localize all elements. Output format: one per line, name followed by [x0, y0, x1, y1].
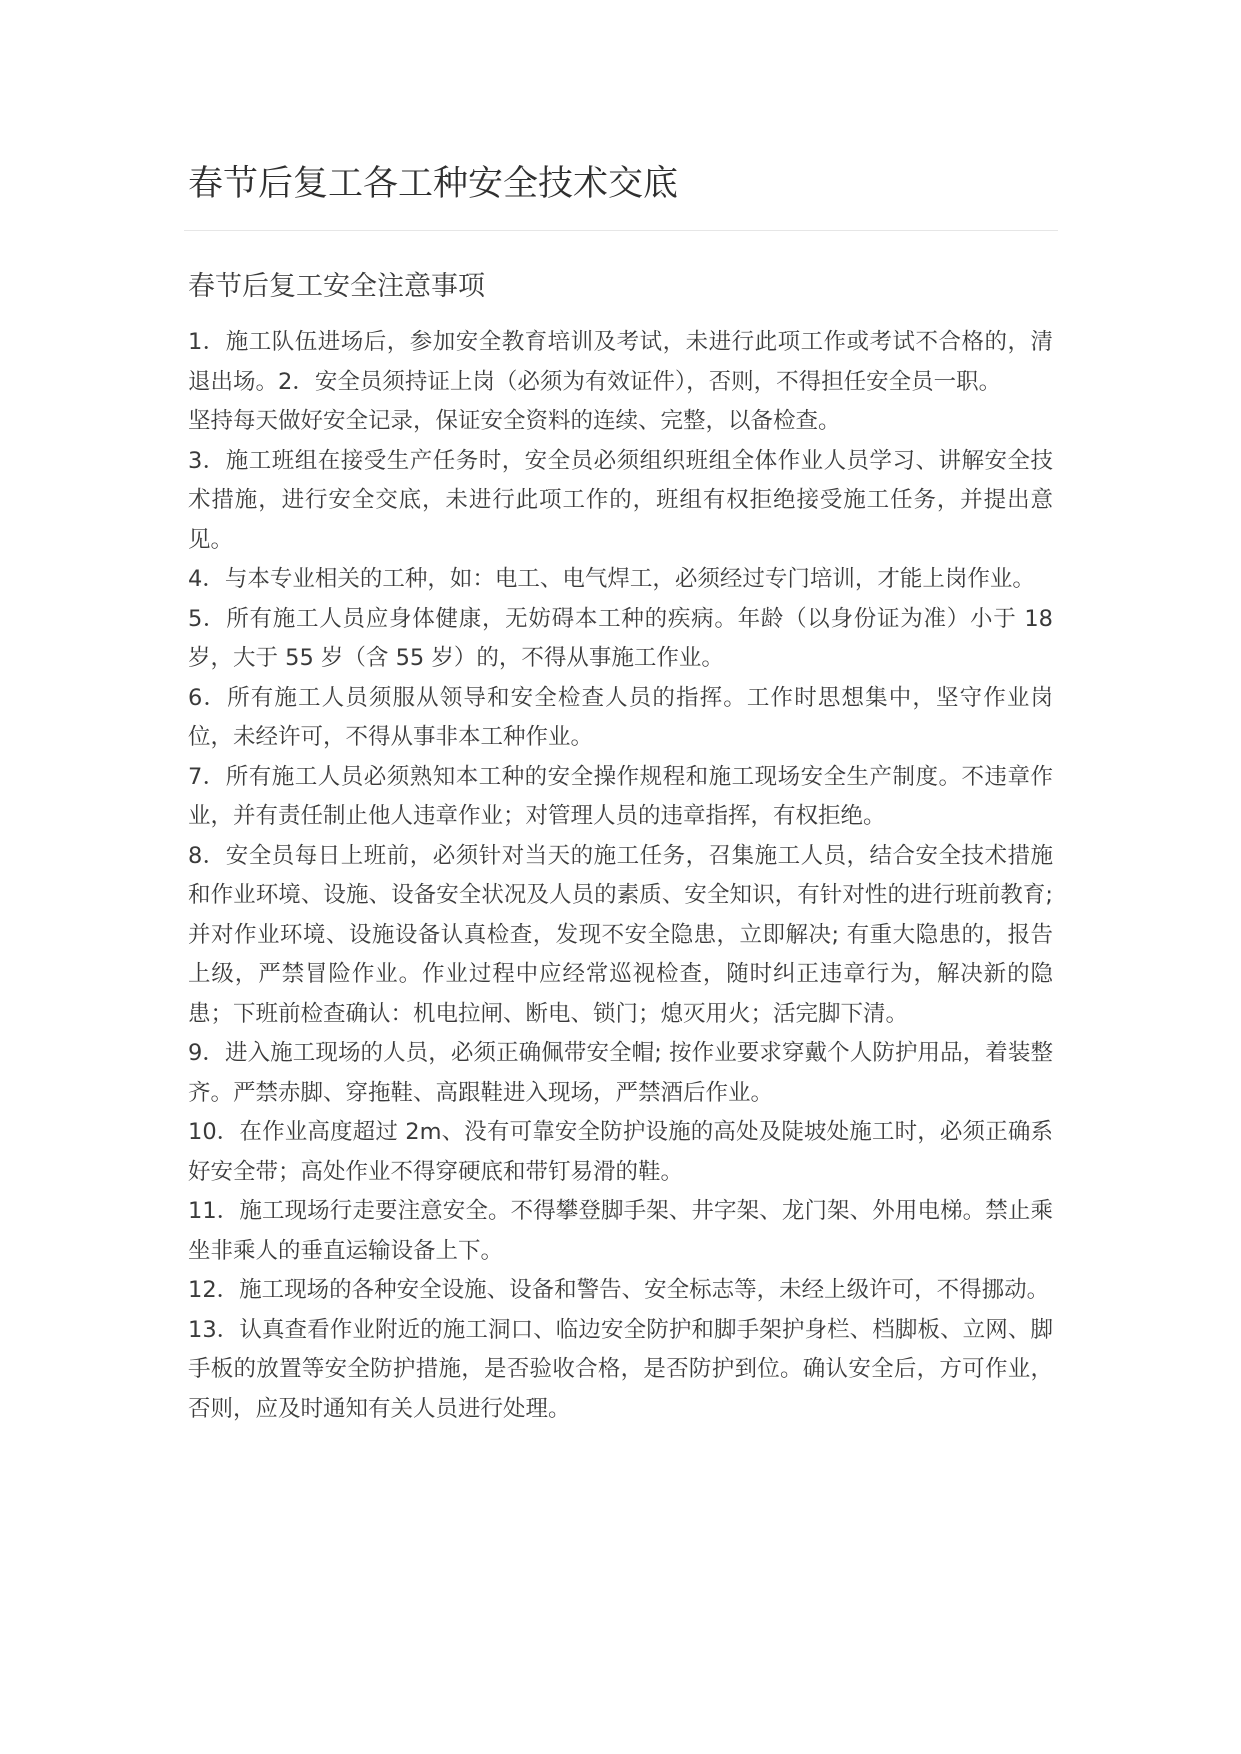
- paragraph: 3．施工班组在接受生产任务时，安全员必须组织班组全体作业人员学习、讲解安全技术措施，进行安全交底，未进行此项工作的，班组有权拒绝接受施工任务，并提出意见。: [188, 447, 1053, 553]
- title-divider: [184, 230, 1058, 231]
- paragraph: 坚持每天做好安全记录，保证安全资料的连续、完整，以备检查。: [188, 408, 841, 434]
- paragraph: 11．施工现场行走要注意安全。不得攀登脚手架、井字架、龙门架、外用电梯。禁止乘坐非乘人的垂直运输设备上下。: [188, 1198, 1053, 1264]
- document-title: 春节后复工各工种安全技术交底: [188, 164, 679, 204]
- paragraph: 10．在作业高度超过 2m、没有可靠安全防护设施的高处及陡坡处施工时，必须正确系好安全带；高处作业不得穿硬底和带钉易滑的鞋。: [188, 1119, 1053, 1185]
- section-title: 春节后复工安全注意事项: [188, 271, 485, 302]
- paragraph: 6．所有施工人员须服从领导和安全检查人员的指挥。工作时思想集中，坚守作业岗位，未经许可，不得从事非本工种作业。: [188, 684, 1053, 750]
- paragraph: 5．所有施工人员应身体健康，无妨碍本工种的疾病。年龄（以身份证为准）小于 18 岁，大于 55 岁（含 55 岁）的，不得从事施工作业。: [188, 605, 1053, 671]
- paragraph: 8．安全员每日上班前，必须针对当天的施工任务，召集施工人员，结合安全技术措施和作业环境、设施、设备安全状况及人员的素质、安全知识，有针对性的进行班前教育; 并对作业环境、设施设备认真检查，发现不安全隐患，立即解决; 有重大隐患的，报告上级，严禁冒险作业。作业过程中应经常巡视检查，随时纠正违章行为，解决新的隐患；下班前检查确认：机电拉闸、断电、锁门；熄灭用火；活完脚下清。: [188, 842, 1053, 1027]
- paragraph: 7．所有施工人员必须熟知本工种的安全操作规程和施工现场安全生产制度。不违章作业，并有责任制止他人违章作业；对管理人员的违章指挥，有权拒绝。: [188, 763, 1053, 829]
- paragraph: 13．认真查看作业附近的施工洞口、临边安全防护和脚手架护身栏、档脚板、立网、脚手板的放置等安全防护措施，是否验收合格，是否防护到位。确认安全后，方可作业，否则，应及时通知有关人员进行处理。: [188, 1316, 1053, 1422]
- paragraph: 4．与本专业相关的工种，如：电工、电气焊工，必须经过专门培训，才能上岗作业。: [188, 566, 1035, 592]
- paragraph: 9．进入施工现场的人员，必须正确佩带安全帽; 按作业要求穿戴个人防护用品，着装整齐。严禁赤脚、穿拖鞋、高跟鞋进入现场，严禁酒后作业。: [188, 1040, 1053, 1106]
- paragraph: 12．施工现场的各种安全设施、设备和警告、安全标志等，未经上级许可，不得挪动。: [188, 1277, 1050, 1303]
- document-body: [188, 323, 1053, 1429]
- paragraph: 1．施工队伍进场后，参加安全教育培训及考试，未进行此项工作或考试不合格的，清退出场。2．安全员须持证上岗（必须为有效证件），否则，不得担任安全员一职。: [188, 329, 1053, 395]
